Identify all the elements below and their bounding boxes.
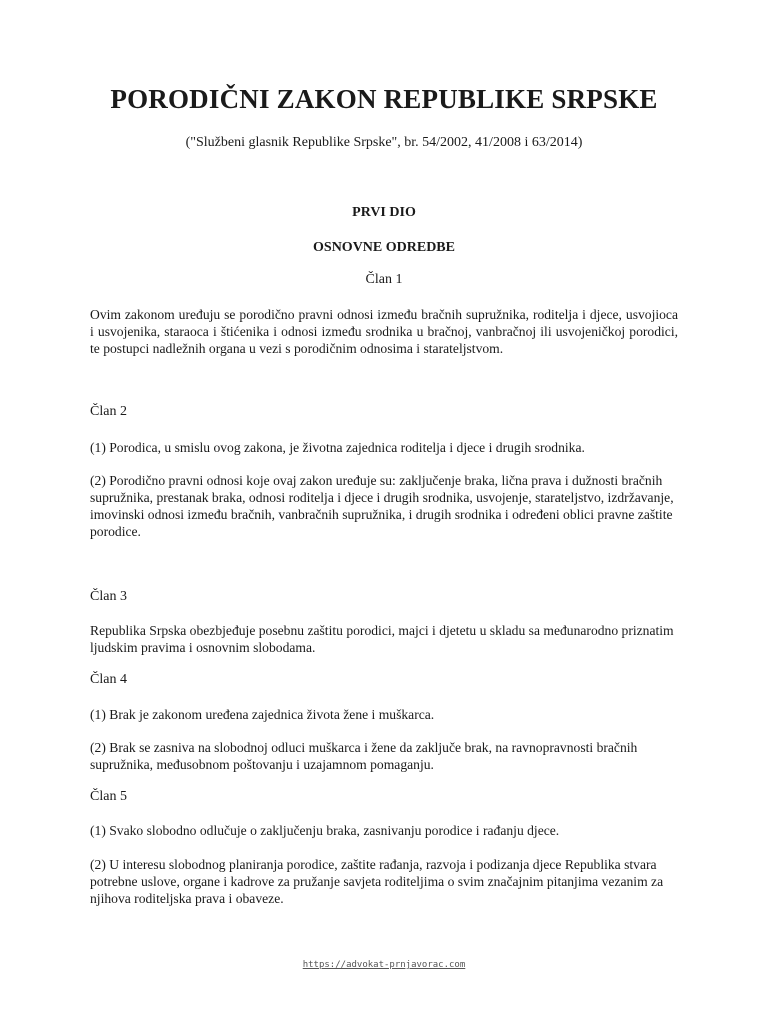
document-subtitle: ("Službeni glasnik Republike Srpske", br. 54/2002, 41/2008 i 63/2014)	[185, 135, 583, 150]
footer-website-link[interactable]: https://advokat-prnjavorac.com	[302, 960, 466, 970]
article-2-paragraph-2: (2) Porodično pravni odnosi koje ovaj zakon uređuje su: zaključenje braka, lična prava i dužnosti bračnih supružnika, prestanak braka, odnosi roditelja i djece i drugih srodnika, usvojenje, starateljstvo, izdržavanje, imovinski odnosi između bračnih, vanbračnih supružnika, i drugih srodnika i određeni oblici pravne zaštite porodice.	[90, 473, 674, 539]
article-5-heading: Član 5	[90, 789, 127, 804]
article-1-heading: Član 1	[365, 272, 403, 287]
article-4-paragraph-1: (1) Brak je zakonom uređena zajednica života žene i muškarca.	[90, 707, 435, 722]
article-1-paragraph: Ovim zakonom uređuju se porodično pravni odnosi između bračnih supružnika, roditelja i djece, usvojioca i usvojenika, staraoca i štićenika i odnosi između srodnika u bračnoj, vanbračnoj ili usvojeničkoj porodici, te postupci nadležnih organa u vezi s porodičnim odnosima i starateljstvom.	[90, 307, 678, 356]
article-2-heading: Član 2	[90, 404, 127, 419]
article-3-heading: Član 3	[90, 589, 127, 604]
article-4-paragraph-2: (2) Brak se zasniva na slobodnoj odluci muškarca i žene da zaključe brak, na ravnopravnosti bračnih supružnika, međusobnom poštovanju i uzajamnom pomaganju.	[90, 740, 638, 772]
article-4-heading: Član 4	[90, 672, 127, 687]
article-5-paragraph-2: (2) U interesu slobodnog planiranja porodice, zaštite rađanja, razvoja i podizanja djece Republika stvara potrebne uslove, organe i kadrove za pružanje savjeta roditeljima o svim značajnim pitanjima vezanim za njihova roditeljska prava i obaveze.	[90, 857, 664, 906]
article-3-paragraph: Republika Srpska obezbjeđuje posebnu zaštitu porodici, majci i djetetu u skladu sa međunarodno priznatim ljudskim pravima i osnovnim slobodama.	[90, 623, 674, 655]
article-2-paragraph-1: (1) Porodica, u smislu ovog zakona, je životna zajednica roditelja i djece i drugih srodnika.	[90, 440, 585, 455]
part-heading: PRVI DIO	[352, 205, 416, 220]
article-5-paragraph-1: (1) Svako slobodno odlučuje o zaključenju braka, zasnivanju porodice i rađanju djece.	[90, 823, 560, 838]
section-heading: OSNOVNE ODREDBE	[313, 240, 455, 255]
document-title: PORODIČNI ZAKON REPUBLIKE SRPSKE	[110, 84, 658, 114]
